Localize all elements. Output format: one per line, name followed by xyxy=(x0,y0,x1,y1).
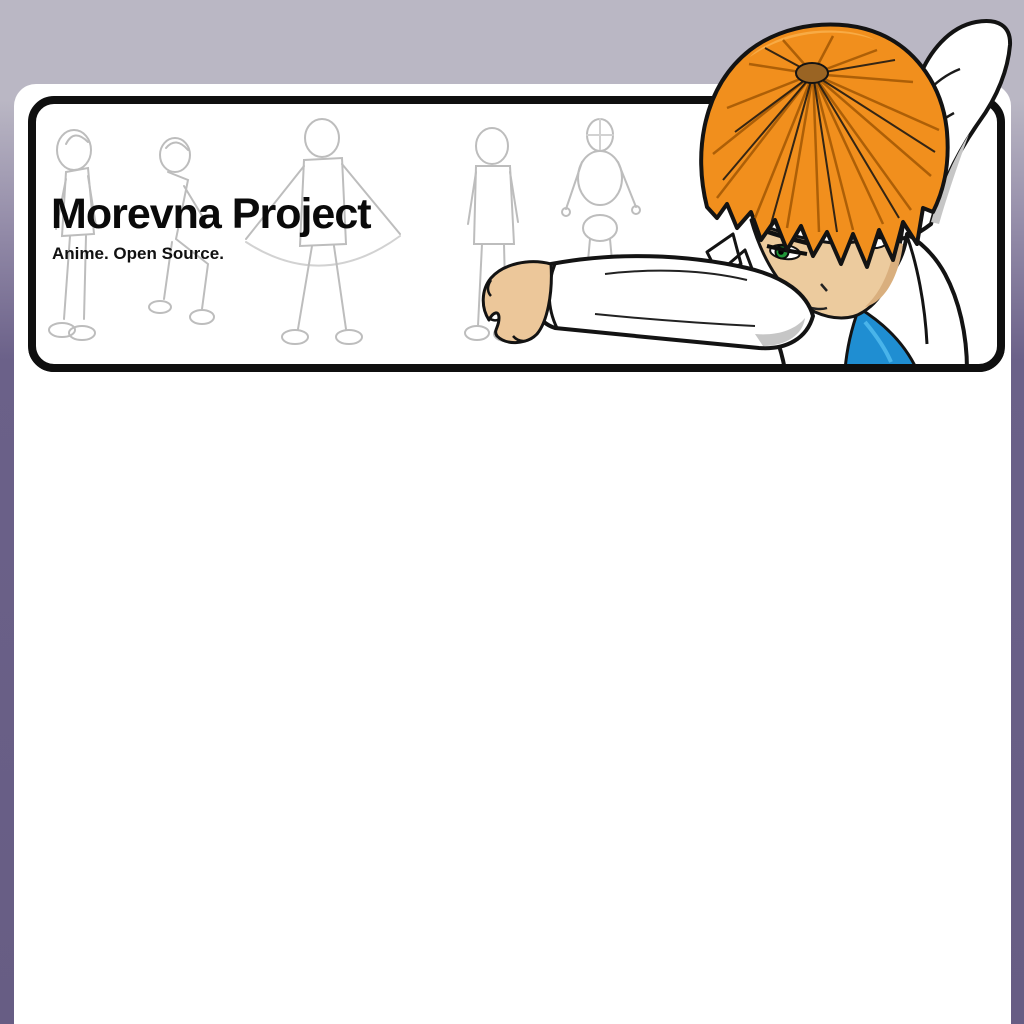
site-banner xyxy=(28,96,1005,372)
site-title: Morevna Project xyxy=(51,190,371,238)
site-tagline: Anime. Open Source. xyxy=(52,244,224,263)
